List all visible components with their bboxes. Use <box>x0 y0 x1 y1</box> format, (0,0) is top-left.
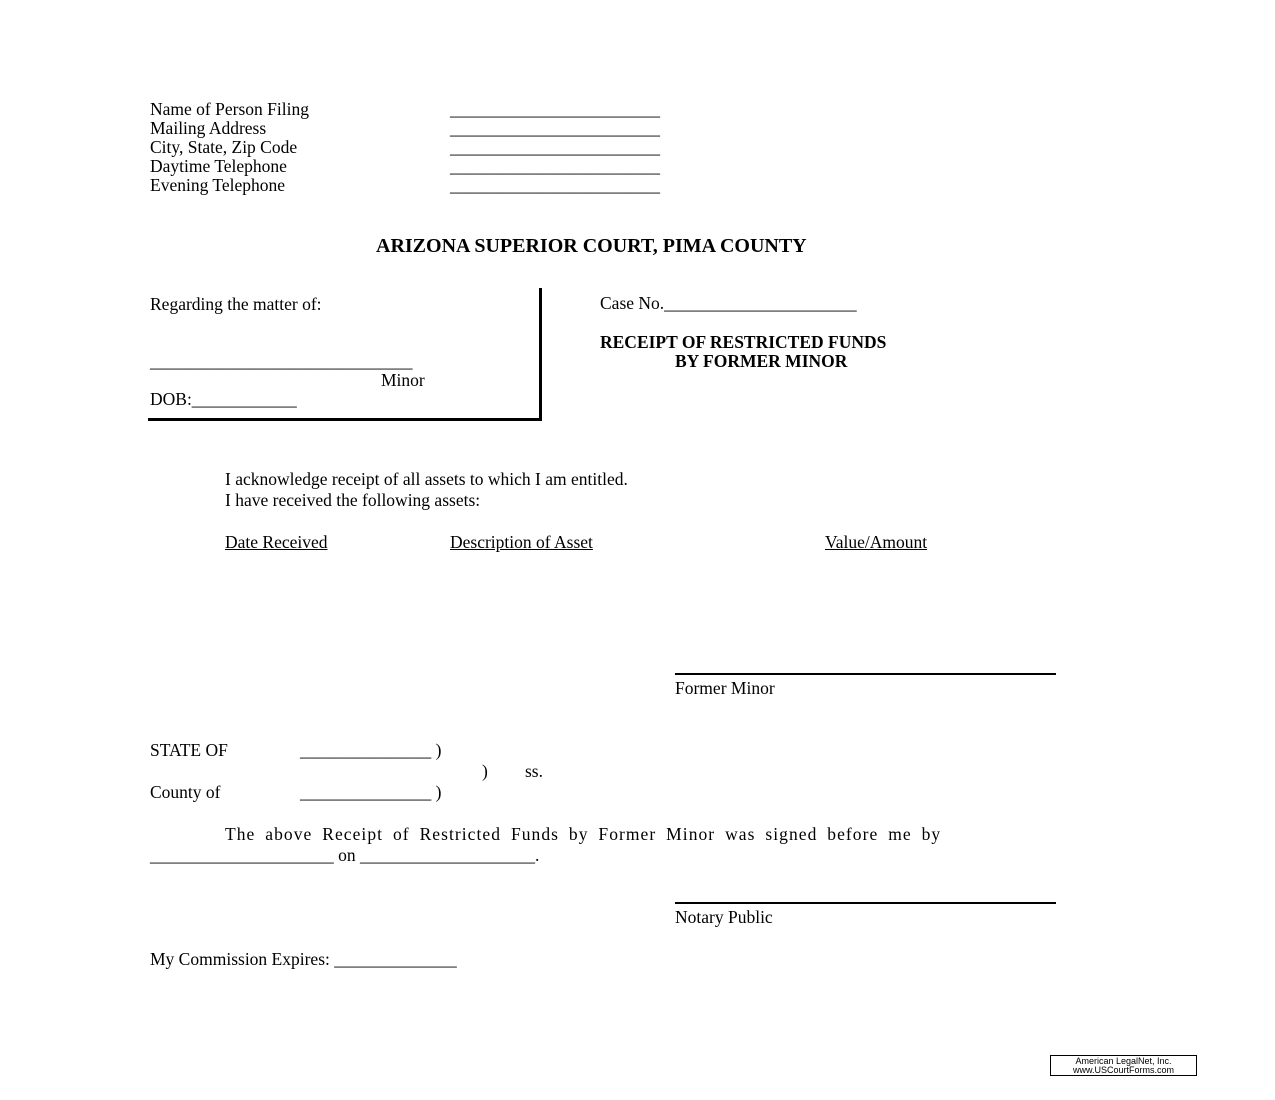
caption-vertical-rule <box>539 288 542 421</box>
state-of-blank[interactable]: _______________ ) <box>300 740 442 760</box>
filer-blank-address[interactable]: ________________________ <box>450 118 660 138</box>
filer-blank-city[interactable]: ________________________ <box>450 137 660 157</box>
notary-statement-line2[interactable]: _____________________ on ____________________. <box>150 845 540 865</box>
former-minor-label: Former Minor <box>675 678 775 698</box>
ss-label: ss. <box>525 761 543 781</box>
county-of-label: County of <box>150 782 221 802</box>
footer-website: www.USCourtForms.com <box>1072 1065 1174 1075</box>
received-text: I have received the following assets: <box>225 490 481 510</box>
filer-blank-name[interactable]: ________________________ <box>450 99 660 119</box>
filer-label-address: Mailing Address <box>150 118 267 138</box>
filer-blank-evening-phone[interactable]: ________________________ <box>450 175 660 195</box>
filer-label-city: City, State, Zip Code <box>150 137 298 157</box>
column-description: Description of Asset <box>450 532 593 552</box>
notary-public-label: Notary Public <box>675 907 773 927</box>
regarding-label: Regarding the matter of: <box>150 294 322 314</box>
column-date-received: Date Received <box>225 532 328 552</box>
notary-signature-line[interactable] <box>675 902 1056 904</box>
caption-bottom-rule <box>148 418 542 421</box>
dob-field[interactable]: DOB:____________ <box>150 389 297 409</box>
case-number-field[interactable]: Case No.______________________ <box>600 293 857 313</box>
county-of-blank[interactable]: _______________ ) <box>300 782 442 802</box>
filer-label-name: Name of Person Filing <box>150 99 309 119</box>
document-title-line1: RECEIPT OF RESTRICTED FUNDS <box>600 332 887 352</box>
footer-credit-box <box>1050 1055 1197 1076</box>
minor-label: Minor <box>381 370 425 390</box>
commission-expires-field[interactable]: My Commission Expires: ______________ <box>150 949 457 969</box>
filer-label-evening-phone: Evening Telephone <box>150 175 286 195</box>
filer-blank-daytime-phone[interactable]: ________________________ <box>450 156 660 176</box>
state-of-label: STATE OF <box>150 740 228 760</box>
court-title: ARIZONA SUPERIOR COURT, PIMA COUNTY <box>376 235 807 257</box>
former-minor-signature-line[interactable] <box>675 673 1056 675</box>
acknowledge-text: I acknowledge receipt of all assets to which I am entitled. <box>225 469 628 489</box>
column-value-amount: Value/Amount <box>825 532 928 552</box>
footer-company: American LegalNet, Inc. <box>1075 1056 1172 1066</box>
minor-name-blank[interactable]: ______________________________ <box>150 351 413 371</box>
document-title-line2: BY FORMER MINOR <box>675 351 848 371</box>
filer-label-daytime-phone: Daytime Telephone <box>150 156 287 176</box>
notary-statement-line1: The above Receipt of Restricted Funds by Former Minor was signed before me by <box>225 824 942 844</box>
venue-paren: ) <box>482 761 488 781</box>
